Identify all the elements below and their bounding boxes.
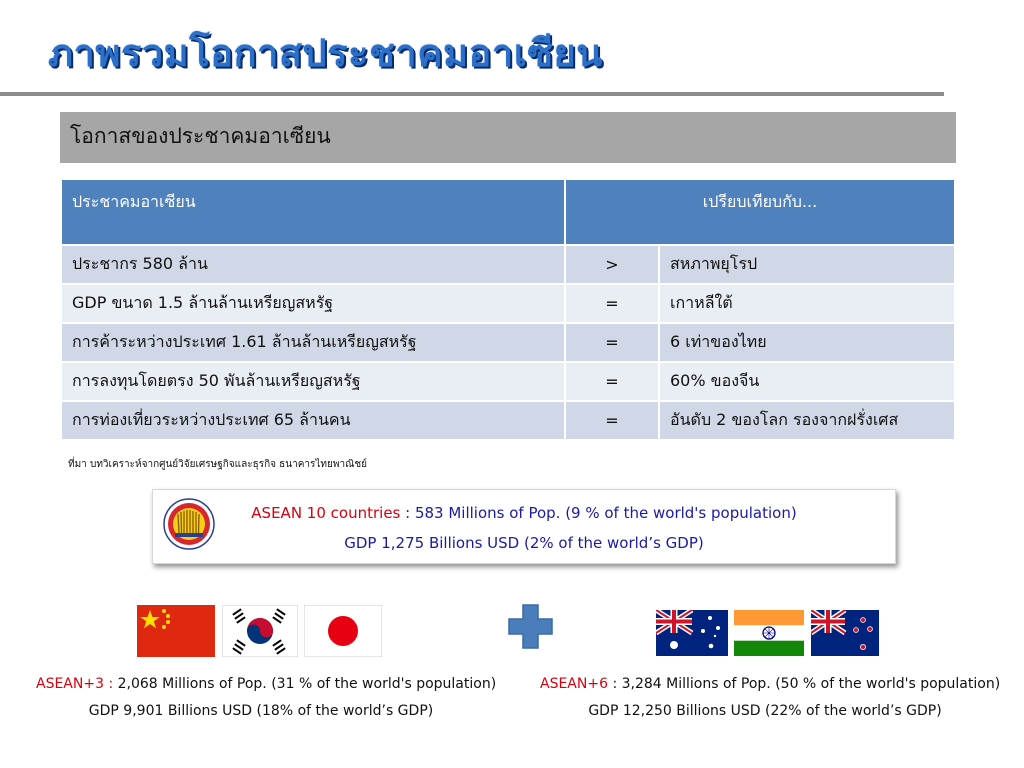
asean-plus6-pop-line [540, 676, 1000, 692]
row-item: การค้าระหว่างประเทศ 1.61 ล้านล้านเหรียญสหรัฐ [61, 323, 565, 362]
row-operator: = [565, 401, 659, 440]
table-header-row [61, 179, 955, 245]
asean-plus6-gdp: GDP 12,250 Billions USD (22% of the world’s GDP) [588, 703, 942, 719]
section-heading: โอกาสของประชาคมอาเซียน [60, 112, 956, 163]
south-korea-flag-icon [222, 605, 298, 657]
row-operator: > [565, 245, 659, 284]
title-divider [0, 92, 944, 96]
asean-pop: : 583 Millions of Pop. (9 % of the world's population) [400, 504, 797, 522]
row-compare: เกาหลีใต้ [659, 284, 955, 323]
slide-title: ภาพรวมโอกาสประชาคมอาเซียน [48, 31, 603, 75]
row-compare: 60% ของจีน [659, 362, 955, 401]
row-compare: สหภาพยุโรป [659, 245, 955, 284]
asean-pop-line [153, 504, 895, 522]
asean-plus3-label: ASEAN+3 : [36, 676, 114, 692]
plus-icon [507, 603, 554, 650]
australia-flag-icon [656, 610, 728, 656]
asean-plus3-pop: 2,068 Millions of Pop. (31 % of the world's population) [113, 676, 497, 692]
table-row [61, 323, 955, 362]
table-row [61, 401, 955, 440]
row-item: การลงทุนโดยตรง 50 พันล้านเหรียญสหรัฐ [61, 362, 565, 401]
asean-summary-box [152, 489, 896, 564]
table-row [61, 284, 955, 323]
asean-gdp: GDP 1,275 Billions USD (2% of the world’s GDP) [344, 534, 704, 552]
asean-label: ASEAN 10 countries [251, 504, 401, 522]
india-flag-icon [734, 610, 804, 656]
header-compared-with: เปรียบเทียบกับ... [565, 179, 955, 245]
asean-plus3-gdp: GDP 9,901 Billions USD (18% of the world’s GDP) [88, 703, 434, 719]
table-row [61, 362, 955, 401]
row-item: การท่องเที่ยวระหว่างประเทศ 65 ล้านคน [61, 401, 565, 440]
china-flag-icon [137, 605, 215, 657]
row-compare: อันดับ 2 ของโลก รองจากฝรั่งเศส [659, 401, 955, 440]
new-zealand-flag-icon [811, 610, 879, 656]
asean-plus6-pop: : 3,284 Millions of Pop. (50 % of the world's population) [608, 676, 1001, 692]
row-operator: = [565, 362, 659, 401]
asean-plus3-pop-line [36, 676, 496, 692]
row-compare: 6 เท่าของไทย [659, 323, 955, 362]
header-asean-community: ประชาคมอาเซียน [61, 179, 565, 245]
row-item: ประชากร 580 ล้าน [61, 245, 565, 284]
comparison-table [60, 178, 956, 441]
table-row [61, 245, 955, 284]
row-operator: = [565, 284, 659, 323]
row-item: GDP ขนาด 1.5 ล้านล้านเหรียญสหรัฐ [61, 284, 565, 323]
japan-flag-icon [304, 605, 382, 657]
asean-plus6-label: ASEAN+6 [540, 676, 608, 692]
row-operator: = [565, 323, 659, 362]
source-note: ที่มา บทวิเคราะห์จากศูนย์วิจัยเศรษฐกิจและธุรกิจ ธนาคารไทยพาณิชย์ [68, 459, 368, 470]
